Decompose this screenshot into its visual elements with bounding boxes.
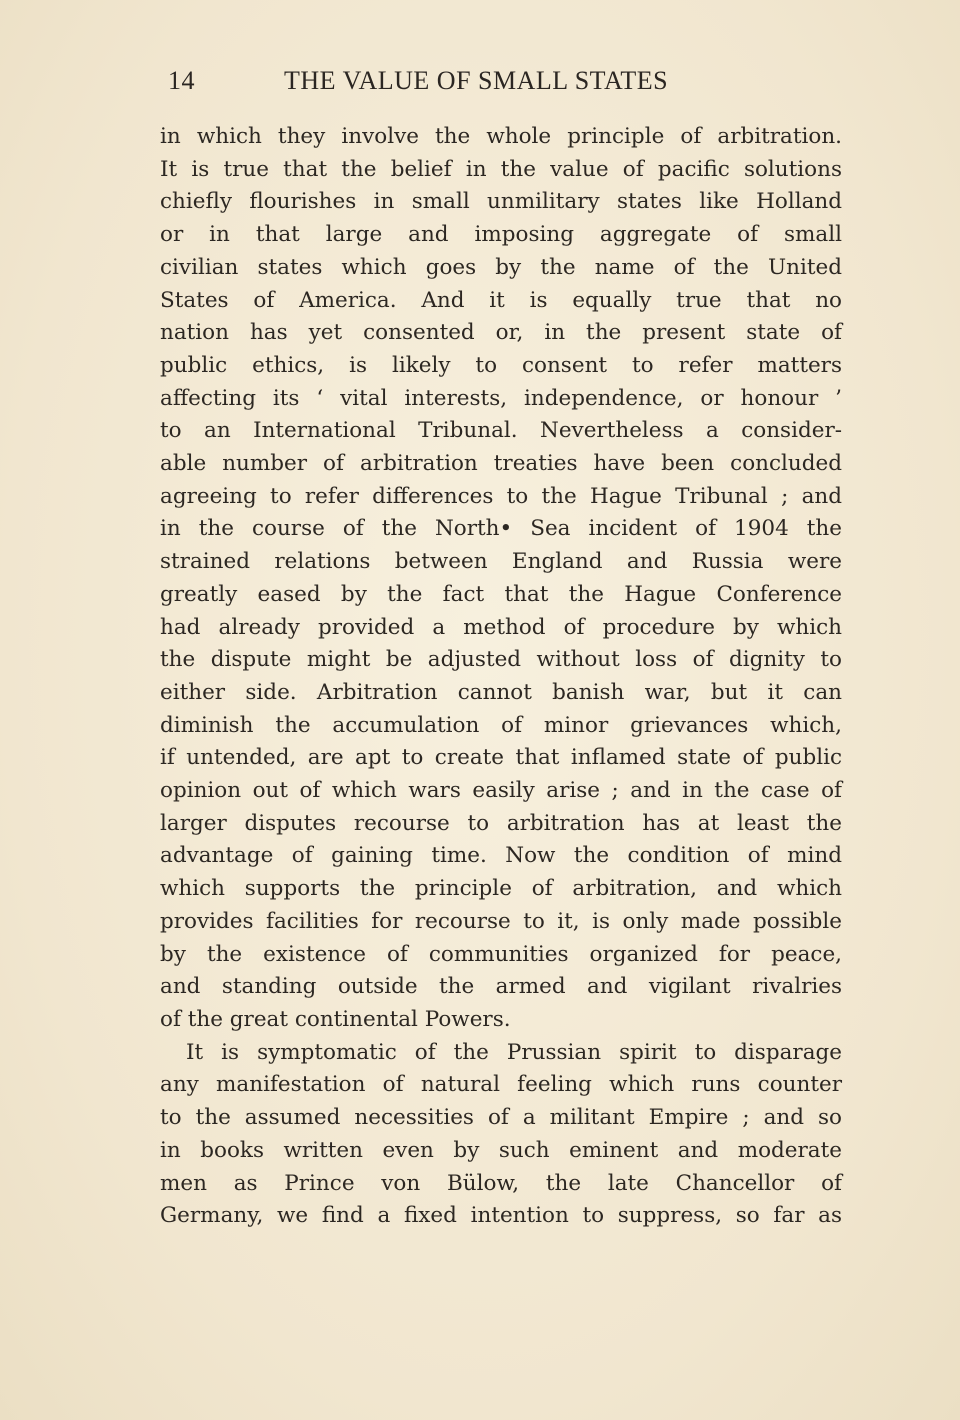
text-line: which supports the principle of arbitration, and which — [160, 876, 842, 902]
text-line: men as Prince von Bülow, the late Chancellor of — [160, 1170, 842, 1196]
paragraph-1 — [160, 121, 842, 1037]
text-line: agreeing to refer differences to the Hague Tribunal ; and — [160, 483, 842, 509]
text-line: to the assumed necessities of a militant Empire ; and so — [160, 1105, 842, 1131]
text-line: opinion out of which wars easily arise ; and in the case of — [160, 778, 842, 804]
text-line: or in that large and imposing aggregate of small — [160, 222, 842, 248]
text-line: nation has yet consented or, in the present state of — [160, 320, 842, 346]
text-line: larger disputes recourse to arbitration has at least the — [160, 810, 842, 836]
body-text — [160, 121, 842, 1233]
running-title: THE VALUE OF SMALL STATES — [284, 66, 669, 95]
paragraph-2 — [160, 1037, 842, 1233]
text-line: either side. Arbitration cannot banish war, but it can — [160, 679, 842, 705]
text-line: affecting its ‘ vital interests, independence, or honour ’ — [160, 385, 842, 411]
text-line: any manifestation of natural feeling which runs counter — [160, 1072, 842, 1098]
text-line: able number of arbitration treaties have been concluded — [160, 451, 842, 477]
text-line: to an International Tribunal. Nevertheless a consider- — [160, 418, 842, 444]
running-head — [168, 66, 768, 102]
text-line: advantage of gaining time. Now the condition of mind — [160, 843, 842, 869]
text-line: had already provided a method of procedure by which — [160, 614, 842, 640]
text-line: diminish the accumulation of minor grievances which, — [160, 712, 842, 738]
text-line: the dispute might be adjusted without loss of dignity to — [160, 647, 842, 673]
text-line: in the course of the North• Sea incident of 1904 the — [160, 516, 842, 542]
text-line: chiefly flourishes in small unmilitary states like Holland — [160, 189, 842, 215]
text-line: by the existence of communities organized for peace, — [160, 941, 842, 967]
text-line: if untended, are apt to create that inflamed state of public — [160, 745, 842, 771]
text-line: Germany, we find a fixed intention to suppress, so far as — [160, 1203, 842, 1229]
text-line: in which they involve the whole principle of arbitration. — [160, 124, 842, 149]
text-line: greatly eased by the fact that the Hague Conference — [160, 581, 842, 607]
text-line: strained relations between England and Russia were — [160, 549, 842, 575]
text-line: civilian states which goes by the name of the United — [160, 254, 842, 280]
text-line: public ethics, is likely to consent to refer matters — [160, 352, 842, 378]
text-line: provides facilities for recourse to it, is only made possible — [160, 908, 842, 934]
text-line: of the great continental Powers. — [160, 1006, 511, 1032]
text-line: and standing outside the armed and vigilant rivalries — [160, 974, 842, 1000]
text-line: It is true that the belief in the value of pacific solutions — [160, 156, 842, 182]
page-number: 14 — [168, 66, 195, 95]
text-line: It is symptomatic of the Prussian spirit to disparage — [186, 1039, 842, 1065]
text-line: in books written even by such eminent and moderate — [160, 1137, 842, 1163]
text-line: States of America. And it is equally true that no — [160, 287, 842, 313]
